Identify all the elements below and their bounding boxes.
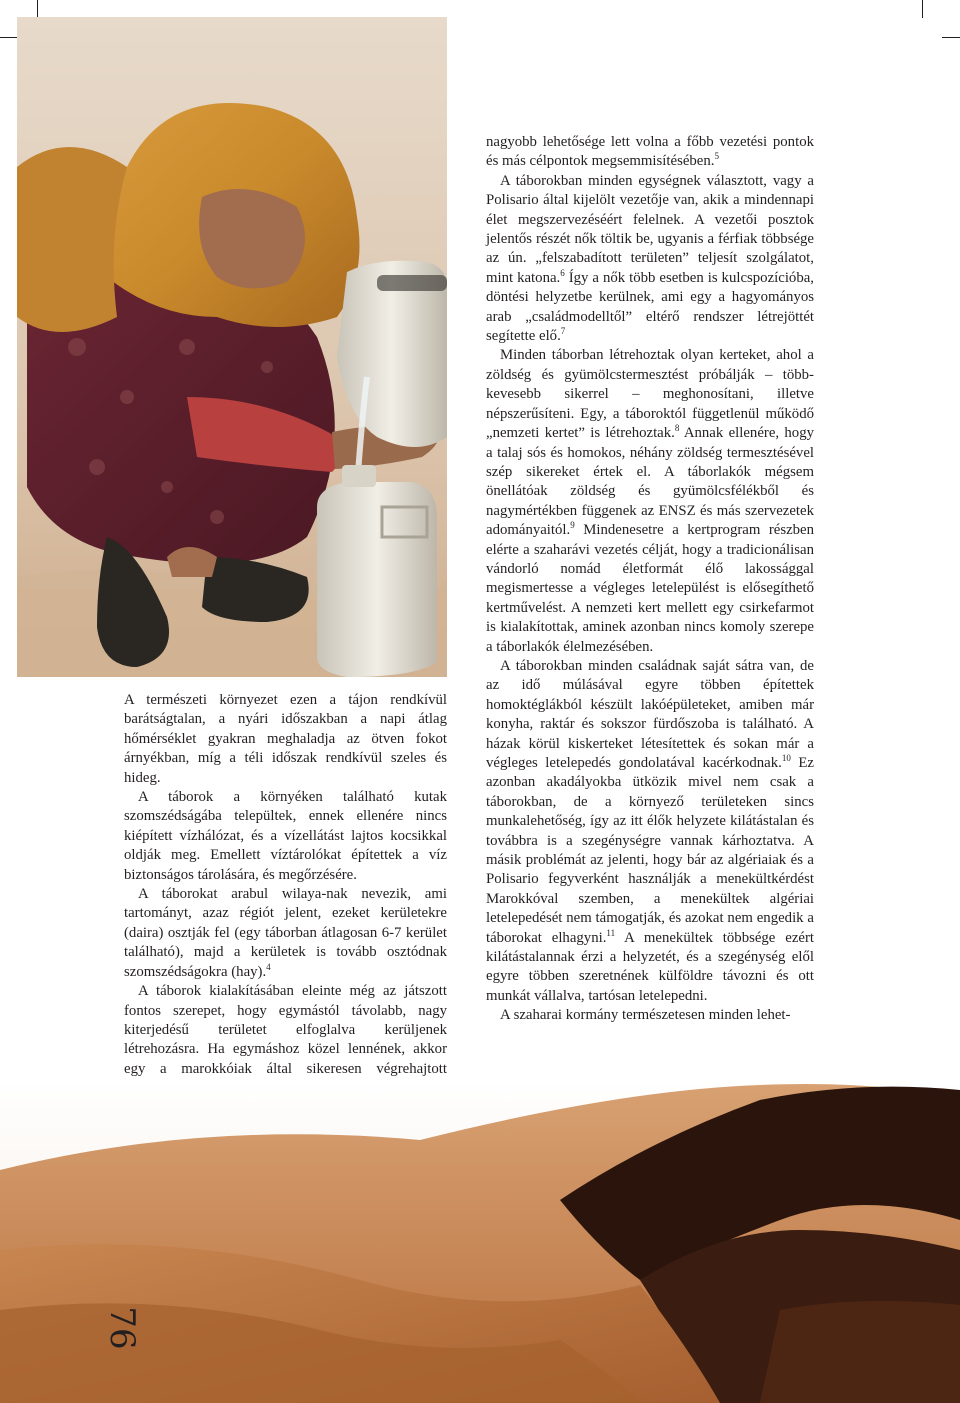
footnote-ref: 11 xyxy=(606,927,616,938)
footnote-ref: 4 xyxy=(266,961,271,972)
left-text-column xyxy=(124,691,447,1099)
paragraph: A táborok a környéken található kutak szomszédságába települtek, ennek ellenére nincs kiépített vízhálózat, és a vízellátást lajtos kocsikkal oldják meg. Emellett víztárolókat építettek a víz biztonságos tárolására, és megőrzésére. xyxy=(124,789,447,883)
paragraph: A természeti környezet ezen a tájon rendkívül barátságtalan, a nyári időszakban a napi átlag hőmérséklet gyakran meghaladja az ötven fokot árnyékban, míg a téli időszak rendkívül szeles és hideg. xyxy=(124,692,447,786)
page-number: 76 xyxy=(102,1306,142,1350)
paragraph: A táborokat arabul wilaya-nak nevezik, ami tartományt, azaz régiót jelent, ezeket kerületekre (daira) osztják fel (egy táborban átlagosan 6-7 kerület található), majd a kerületek is tovább osztódnak szomszédságokra (hay).$^4$ xyxy=(124,886,447,980)
footnote-ref: 5 xyxy=(714,151,719,162)
footnote-ref: 9 xyxy=(570,520,575,531)
crop-mark-top-right-v xyxy=(922,0,923,18)
paragraph: A táborokban minden családnak saját sátra van, de az idő múlásával egyre többen építettek homoktéglákból készült lakóépületeket, amiben már konyha, raktár és sokszor fürdőszoba is található. A házak körül kiskerteket létesítettek és sokan már a végleges letelepedés gondolatával kacérkodnak.$^{10}$ Ez azonban akadályokba ütközik mivel nem csak a táborokban, de a környező területeken sincs munkalehetőség, így az itt élők helyzete kilátástalan és továbbra is a szegénységre vannak kárhoztatva. A másik problémát az jelenti, hogy bár az algériaiak és a Polisario fegyverként használják a menekültkérdést Marokkóval szemben, a menekültek algériai letelepedését nem támogatják, és azokat nem engedik a táborokat elhagyni.$^{11}$ A menekültek többsége ezért kilátástalannak érzi a helyzetét, és a szegénység elől egyre többen szeretnének külföldre távozni és ott munkát vállalva, tartósan letelepedni. xyxy=(486,657,814,1004)
right-text-column xyxy=(486,133,814,1026)
desert-dunes-photo xyxy=(0,1080,960,1403)
paragraph: nagyobb lehetősége lett volna a főbb vezetési pontok és más célpontok megsemmisítésében.$^5$ xyxy=(486,134,814,170)
dunes-illustration xyxy=(0,1080,960,1403)
paragraph: Minden táborban létrehoztak olyan kerteket, ahol a zöldség és gyümölcstermesztést próbálják – több-kevesebb sikerrel – meghonosítani, illetve népszerűsíteni. Egy, a táboroktól függetlenül működő „nemzeti kertet” is létrehoztak.$^8$ Annak ellenére, hogy a talaj sós és homokos, néhány zöldség termesztésével szép sikereket értek el. A táborlakók mégsem önellátóak zöldség és gyümölcsfélékből és nagymértékben függenek az ENSZ és más szervezetek adományaitól.$^9$ Mindenesetre a kertprogram részben elérte a szaharávi vezetés célját, hogy a tradicionálisan vándorló nomád életformát élő lakossággal megismertesse a végleges letelepülést is elősegíthető kertművelést. A nemzeti kert mellett egy csirkefarmot is kialakítottak, aminek azonban nincs komoly szerepe a táborlakók élelmezésében. xyxy=(486,347,815,655)
paragraph: A táborokban minden egységnek választott, vagy a Polisario által kijelölt vezetője van, akik a mindennapi élet megszervezéséért felelnek. A vezetői posztok jelentős részét nők töltik be, ugyanis a férfiak többsége az ún. „felszabadított területen” teljesít szolgálatot, mint katona.$^6$ Így a nők több esetben is kulcspozícióba, döntési helyzetbe kerülnek, ami egy a hagyományos arab „családmodelltől” eltérő rendszer létrejöttét segítette elő.$^7$ xyxy=(486,172,814,345)
paragraph: A táborok kialakításában eleinte még az játszott fontos szerepet, hogy egymástól távolabb, nagy kiterjedésű területet elfoglalva kerüljenek létrehozásra. Ha egymáshoz közel lennének, akkor egy a marokkóiak által sikeresen végrehajtott xyxy=(124,983,447,1077)
crop-mark-top-left-h xyxy=(0,37,18,38)
photo-illustration xyxy=(17,17,447,677)
footnote-ref: 7 xyxy=(560,326,566,337)
footnote-ref: 8 xyxy=(674,423,680,434)
footnote-ref: 10 xyxy=(781,753,791,763)
crop-mark-top-right-h xyxy=(942,37,960,38)
woman-with-water-canister-photo xyxy=(17,17,447,677)
crop-mark-top-left-v xyxy=(37,0,38,18)
paragraph: A szaharai kormány természetesen minden lehet- xyxy=(500,1007,791,1024)
footnote-ref: 6 xyxy=(560,267,565,278)
